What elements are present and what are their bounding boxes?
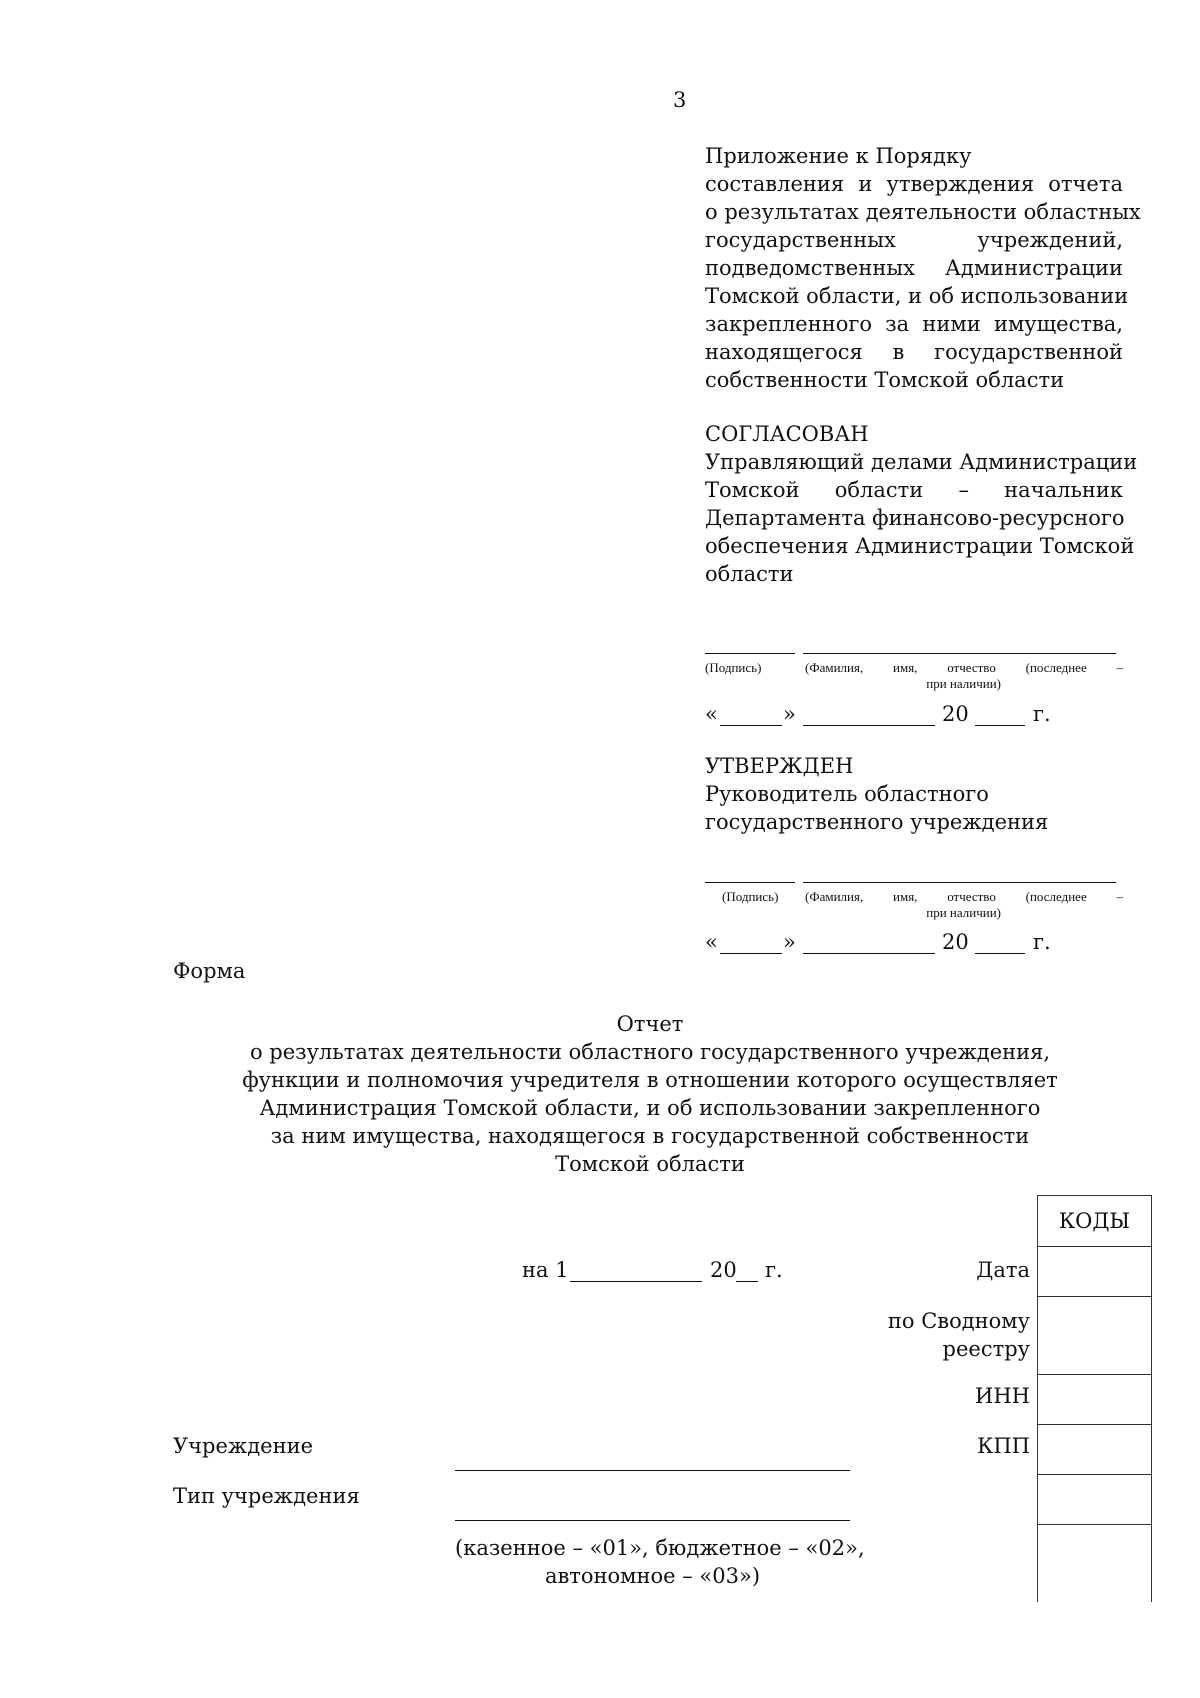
- codes-cell-type[interactable]: [1038, 1475, 1151, 1525]
- codes-cell-kpp[interactable]: [1038, 1425, 1151, 1475]
- approved-month-line: [803, 953, 935, 954]
- text-line: находящегося в государственной: [705, 340, 1123, 364]
- text-line: закрепленного за ними имущества,: [705, 312, 1123, 336]
- approved-date-open: «: [705, 930, 718, 954]
- text-line: составления и утверждения отчета: [705, 172, 1123, 196]
- approved-block: [705, 780, 1123, 836]
- agreed-date-close: »: [783, 702, 796, 726]
- codes-cell-extra[interactable]: [1038, 1525, 1151, 1605]
- report-title-line: Томской области: [555, 1152, 745, 1176]
- report-date-year: 20: [710, 1258, 737, 1282]
- agreed-heading: СОГЛАСОВАН: [705, 422, 869, 446]
- report-title-line: за ним имущества, находящегося в государственной собственности: [270, 1124, 1030, 1148]
- agreed-signature-line: [705, 653, 795, 654]
- text-line: Руководитель областного: [705, 782, 989, 806]
- report-date-suffix: г.: [765, 1258, 783, 1282]
- institution-label: Учреждение: [173, 1434, 314, 1458]
- report-date-prefix: на 1: [522, 1258, 569, 1282]
- codes-label-registry-2: реестру: [942, 1337, 1030, 1361]
- institution-type-note-line: автономное – «03»): [544, 1564, 761, 1588]
- report-date-year-line[interactable]: [736, 1281, 758, 1282]
- approved-signature-caption: (Подпись): [722, 889, 779, 904]
- text-line: обеспечения Администрации Томской: [705, 534, 1135, 558]
- institution-type-note: [455, 1534, 865, 1590]
- text-line: Томской области – начальник: [705, 478, 1123, 502]
- text-line: государственных учреждений,: [705, 228, 1123, 252]
- text-line: Приложение к Порядку: [705, 144, 972, 168]
- appendix-block: [705, 142, 1141, 394]
- institution-type-note-line: (казенное – «01», бюджетное – «02»,: [455, 1536, 865, 1560]
- approved-name-caption-2: при наличии): [926, 905, 1001, 920]
- approved-name-line: [803, 882, 1116, 883]
- approved-heading: УТВЕРЖДЕН: [705, 754, 854, 778]
- approved-signature-line: [705, 882, 795, 883]
- codes-cell-registry[interactable]: [1038, 1297, 1151, 1375]
- approved-year-prefix: 20: [942, 930, 969, 954]
- codes-table: [1037, 1195, 1152, 1602]
- agreed-name-caption-2: при наличии): [926, 676, 1001, 691]
- institution-field-line[interactable]: [455, 1470, 850, 1471]
- approved-year-line: [975, 953, 1025, 954]
- report-title-line: Администрация Томской области, и об использовании закрепленного: [259, 1096, 1041, 1120]
- agreed-year-line: [975, 725, 1025, 726]
- page-number: 3: [673, 88, 687, 112]
- approved-year-suffix: г.: [1033, 930, 1051, 954]
- text-line: подведомственных Администрации: [705, 256, 1123, 280]
- agreed-name-line: [803, 653, 1116, 654]
- codes-label-date: Дата: [976, 1258, 1030, 1282]
- report-title-line: о результатах деятельности областного государственного учреждения,: [249, 1040, 1051, 1064]
- text-line: области: [705, 562, 794, 586]
- text-line: собственности Томской области: [705, 368, 1065, 392]
- agreed-year-suffix: г.: [1033, 702, 1051, 726]
- codes-cell-date[interactable]: [1038, 1247, 1151, 1297]
- report-date-month-line[interactable]: [570, 1281, 702, 1282]
- text-line: о результатах деятельности областных: [705, 200, 1141, 224]
- agreed-signature-caption: (Подпись): [705, 660, 762, 675]
- codes-header: КОДЫ: [1038, 1196, 1151, 1247]
- approved-day-line: [720, 953, 782, 954]
- agreed-year-prefix: 20: [942, 702, 969, 726]
- form-label: Форма: [173, 959, 246, 983]
- approved-name-caption: (Фамилия, имя, отчество (последнее –: [805, 889, 1123, 904]
- institution-type-label: Тип учреждения: [173, 1484, 360, 1508]
- text-line: Департамента финансово-ресурсного: [705, 506, 1125, 530]
- agreed-month-line: [803, 725, 935, 726]
- codes-label-inn: ИНН: [975, 1384, 1030, 1408]
- text-line: Управляющий делами Администрации: [705, 450, 1138, 474]
- codes-label-registry-1: по Сводному: [887, 1309, 1030, 1333]
- approved-date-close: »: [783, 930, 796, 954]
- report-title-line: Отчет: [616, 1012, 684, 1036]
- institution-type-field-line[interactable]: [455, 1520, 850, 1521]
- codes-cell-inn[interactable]: [1038, 1375, 1151, 1425]
- text-line: Томской области, и об использовании: [705, 284, 1129, 308]
- agreed-day-line: [720, 725, 782, 726]
- report-title: [200, 1010, 1100, 1178]
- text-line: государственного учреждения: [705, 810, 1049, 834]
- agreed-block: [705, 448, 1138, 588]
- agreed-name-caption: (Фамилия, имя, отчество (последнее –: [805, 660, 1123, 675]
- agreed-date-open: «: [705, 702, 718, 726]
- codes-label-kpp: КПП: [977, 1434, 1030, 1458]
- report-title-line: функции и полномочия учредителя в отношении которого осуществляет: [242, 1068, 1058, 1092]
